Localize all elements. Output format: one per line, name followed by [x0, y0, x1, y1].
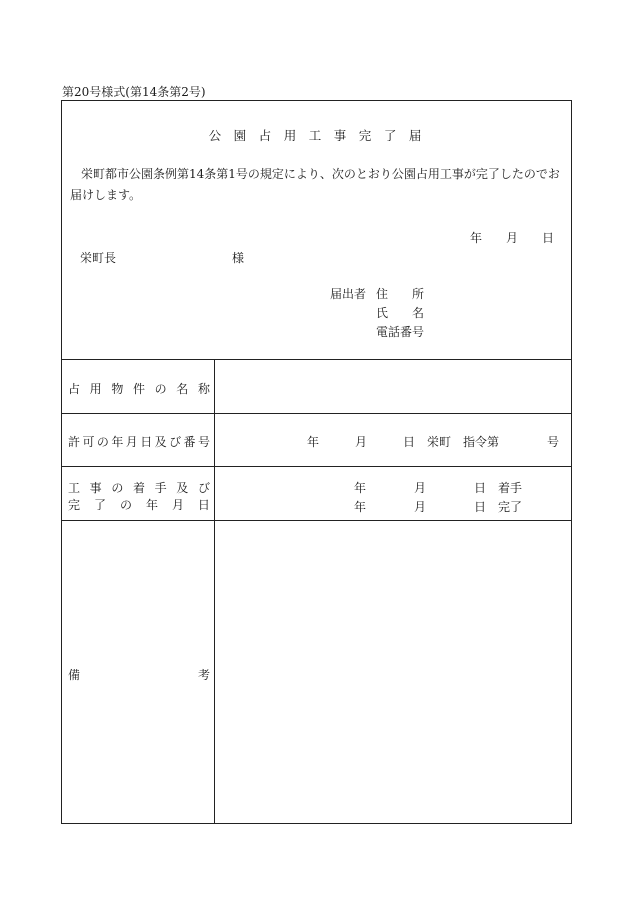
label-char: の — [119, 498, 132, 512]
label-char: の — [154, 382, 167, 396]
label-char: び — [169, 435, 182, 449]
title-char: 用 — [283, 128, 297, 143]
reporter-name-label: 氏 名 — [376, 306, 425, 320]
label-char: 占 — [68, 382, 81, 396]
label-char: 年 — [111, 435, 124, 449]
label-char: 備 — [68, 668, 81, 682]
label-char: 日 — [197, 498, 210, 512]
title-char: 占 — [258, 128, 272, 143]
label-char: 番 — [183, 435, 196, 449]
title-char: 完 — [358, 128, 372, 143]
honorific: 様 — [232, 251, 245, 265]
form-frame — [61, 100, 572, 824]
label-char: 用 — [89, 382, 102, 396]
reporter-address-label: 住 所 — [376, 287, 425, 301]
divider-header — [61, 359, 572, 360]
label-char: 日 — [140, 435, 153, 449]
title-char: 事 — [333, 128, 347, 143]
label-char: 許 — [68, 435, 81, 449]
label-char: 号 — [197, 435, 210, 449]
divider-permit — [61, 466, 572, 467]
title-char: 工 — [308, 128, 322, 143]
label-char: の — [96, 435, 109, 449]
permit-value: 年 月 日 栄町 指令第 号 — [307, 435, 560, 449]
label-char: 着 — [132, 481, 145, 495]
remarks-label — [68, 666, 210, 683]
form-title — [0, 126, 630, 144]
body-text: 栄町都市公園条例第14条第1号の規定により、次のとおり公園占用工事が完了したのでお届けします。 — [70, 167, 560, 202]
divider-construction — [61, 520, 572, 521]
label-char: 了 — [93, 498, 106, 512]
label-char: 名 — [176, 382, 189, 396]
label-char: 完 — [68, 498, 81, 512]
label-char: 件 — [132, 382, 145, 396]
construction-label-line1 — [68, 479, 210, 496]
title-char: 了 — [383, 128, 397, 143]
label-char: び — [197, 481, 210, 495]
title-char: 公 — [208, 128, 222, 143]
label-char: 考 — [197, 668, 210, 682]
form-number: 第20号様式(第14条第2号) — [62, 85, 206, 99]
label-char: 及 — [176, 481, 189, 495]
label-char: 手 — [154, 481, 167, 495]
label-char: 及 — [154, 435, 167, 449]
reporter-label: 届出者 — [330, 287, 367, 301]
divider-object — [61, 413, 572, 414]
addressee: 栄町長 — [80, 251, 117, 265]
label-char: 月 — [171, 498, 184, 512]
label-char: 月 — [125, 435, 138, 449]
date-line: 年 月 日 — [470, 231, 555, 245]
label-column-divider — [214, 359, 215, 824]
label-char: 工 — [68, 481, 81, 495]
construction-end: 年 月 日 完了 — [354, 500, 523, 514]
label-char: 物 — [111, 382, 124, 396]
title-char: 園 — [233, 128, 247, 143]
label-char: 事 — [89, 481, 102, 495]
label-char: の — [111, 481, 124, 495]
title-char: 届 — [408, 128, 422, 143]
construction-start: 年 月 日 着手 — [354, 481, 523, 495]
label-char: 可 — [82, 435, 95, 449]
object-name-label — [68, 380, 210, 397]
label-char: 年 — [145, 498, 158, 512]
reporter-phone-label: 電話番号 — [376, 325, 425, 339]
construction-label-line2 — [68, 496, 210, 513]
label-char: 称 — [197, 382, 210, 396]
permit-label — [68, 433, 210, 450]
